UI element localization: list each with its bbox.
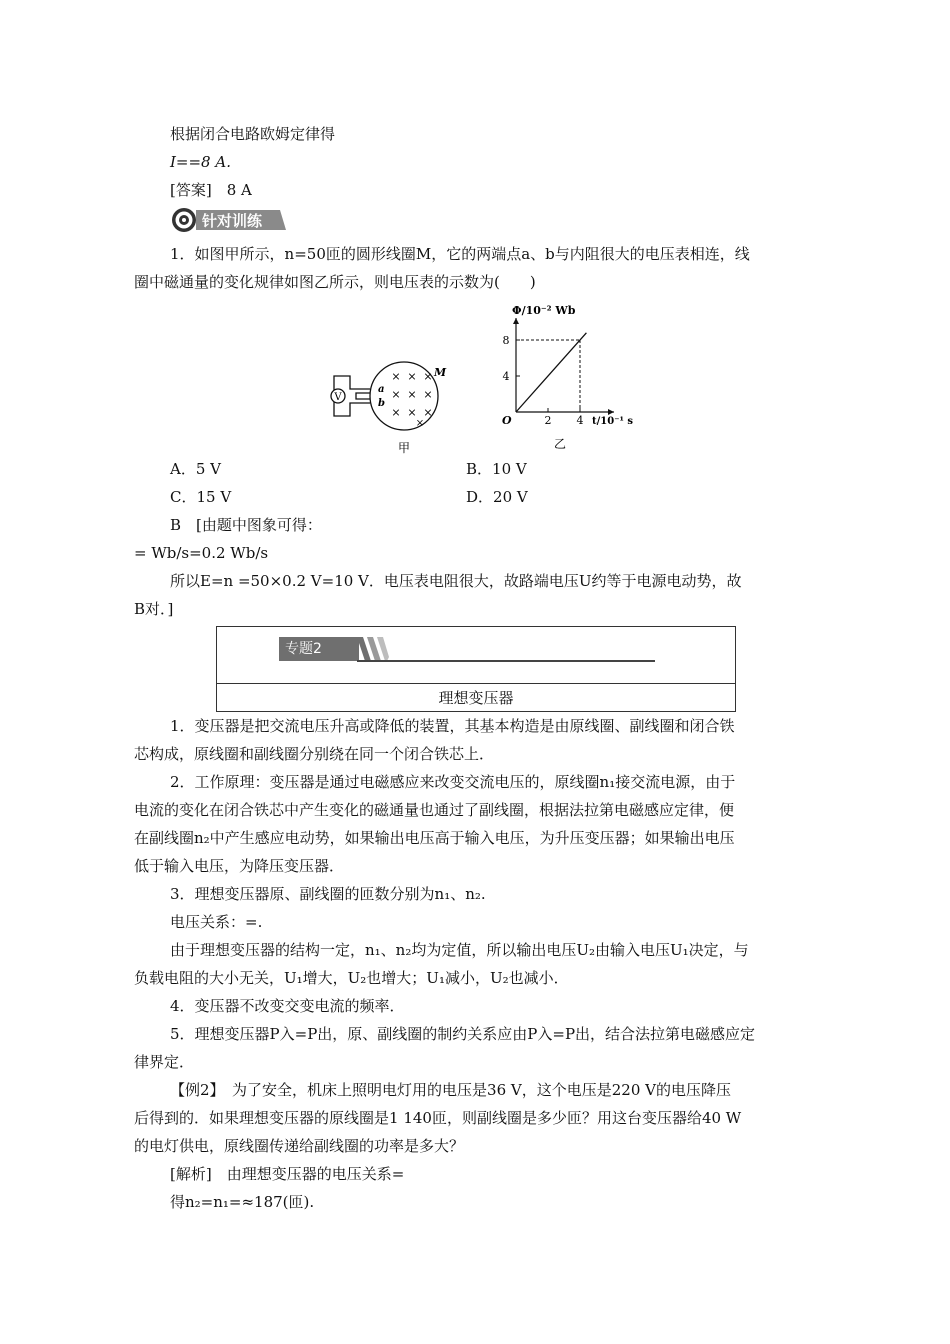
point-b-label: b <box>378 398 385 409</box>
body-line: 5．理想变压器P入=P出，原、副线圈的制约关系应由P入=P出，结合法拉第电磁感应定 <box>170 1025 756 1043</box>
y-tick-label: 4 <box>502 370 510 383</box>
field-mark: × <box>415 418 425 429</box>
x-tick-label: 4 <box>576 414 584 427</box>
figure-caption: 乙 <box>553 437 567 451</box>
coil-label: M <box>434 366 447 379</box>
field-mark: × <box>407 406 417 419</box>
field-mark: × <box>407 388 417 401</box>
body-line: 负载电阻的大小无关，U₁增大，U₂也增大；U₁减小，U₂也减小． <box>134 969 569 987</box>
topic-box <box>216 626 736 712</box>
field-mark: × <box>407 370 417 383</box>
body-line: 律界定． <box>134 1053 195 1071</box>
field-mark: × <box>391 406 401 419</box>
topic-title: 理想变压器 <box>438 689 514 707</box>
field-mark: × <box>391 370 401 383</box>
solution-line: = Wb/s=0.2 Wb/s <box>134 544 269 562</box>
figure-coil <box>328 356 454 458</box>
question-text: 圈中磁通量的变化规律如图乙所示，则电压表的示数为( ) <box>134 273 536 291</box>
topic-rule <box>357 660 655 662</box>
example-line: 得n₂=n₁=≈187(匝). <box>170 1193 315 1211</box>
y-axis-label: Φ/10⁻² Wb <box>512 304 576 317</box>
target-icon <box>172 208 196 232</box>
practice-badge <box>170 206 286 234</box>
body-line: 电流的变化在闭合铁芯中产生变化的磁通量也通过了副线圈，根据法拉第电磁感应定律，便 <box>134 801 735 819</box>
body-line: 3．理想变压器原、副线圈的匝数分别为n₁、n₂. <box>170 885 486 903</box>
body-line: 由于理想变压器的结构一定，n₁、n₂均为定值，所以输出电压U₂由输入电压U₁决定，与 <box>170 941 749 959</box>
field-mark: × <box>423 388 433 401</box>
body-line: 芯构成，原线圈和副线圈分别绕在同一个闭合铁芯上． <box>134 745 495 763</box>
flux-chart <box>492 300 640 458</box>
topic-divider <box>217 683 735 684</box>
answer-line: [答案] 8 A <box>170 181 252 199</box>
y-axis-arrow-icon <box>513 318 519 324</box>
example-line: 的电灯供电，原线圈传递给副线圈的功率是多大？ <box>134 1137 465 1155</box>
slash-decoration-icon <box>355 637 389 661</box>
chart-axes <box>513 318 614 415</box>
voltmeter-label: V <box>334 392 342 403</box>
body-line: 1．变压器是把交流电压升高或降低的装置，其基本构造是由原线圈、副线圈和闭合铁 <box>170 717 735 735</box>
text-line: 根据闭合电路欧姆定律得 <box>170 125 336 143</box>
text-line: I==8 A. <box>170 153 231 171</box>
question-text: 1．如图甲所示，n=50匝的圆形线圈M，它的两端点a、b与内阻很大的电压表相连，线 <box>170 245 750 263</box>
field-mark: × <box>391 388 401 401</box>
example-line: [解析] 由理想变压器的电压关系= <box>170 1165 405 1183</box>
x-tick-label: 2 <box>544 414 552 427</box>
body-line: 低于输入电压，为降压变压器． <box>134 857 345 875</box>
chart-series <box>516 333 586 412</box>
point-a-label: a <box>378 384 385 395</box>
field-mark: × <box>423 406 433 419</box>
solution-line: B [由题中图象可得： <box>170 516 322 534</box>
body-line: 4．变压器不改变交变电流的频率． <box>170 997 405 1015</box>
option-c[interactable]: C．15 V <box>170 488 232 506</box>
x-axis-arrow-icon <box>608 409 614 415</box>
example-line: 【例2】 为了安全，机床上照明电灯用的电压是36 V，这个电压是220 V的电压降压 <box>170 1081 731 1099</box>
solution-line: 所以E=n =50×0.2 V=10 V．电压表电阻很大，故路端电压U约等于电源电动势，故 <box>170 572 742 590</box>
series-line-flux <box>516 333 586 412</box>
topic-badge: 专题2 <box>279 637 359 661</box>
option-b[interactable]: B．10 V <box>466 460 527 478</box>
figure-caption: 甲 <box>397 441 411 455</box>
x-axis-label: t/10⁻¹ s <box>592 416 633 427</box>
practice-badge-label: 针对训练 <box>202 212 263 230</box>
option-d[interactable]: D．20 V <box>466 488 528 506</box>
solution-line: B对．] <box>134 600 174 618</box>
y-tick-label: 8 <box>502 334 510 347</box>
option-a[interactable]: A．5 V <box>170 460 221 478</box>
example-line: 后得到的．如果理想变压器的原线圈是1 140匝，则副线圈是多少匝？用这台变压器给40 W <box>134 1109 742 1127</box>
origin-label: O <box>502 414 512 427</box>
field-mark: × <box>423 370 433 383</box>
body-line: 电压关系：=. <box>170 913 263 931</box>
body-line: 2．工作原理：变压器是通过电磁感应来改变交流电压的，原线圈n₁接交流电源，由于 <box>170 773 736 791</box>
body-line: 在副线圈n₂中产生感应电动势，如果输出电压高于输入电压，为升压变压器；如果输出电压 <box>134 829 735 847</box>
